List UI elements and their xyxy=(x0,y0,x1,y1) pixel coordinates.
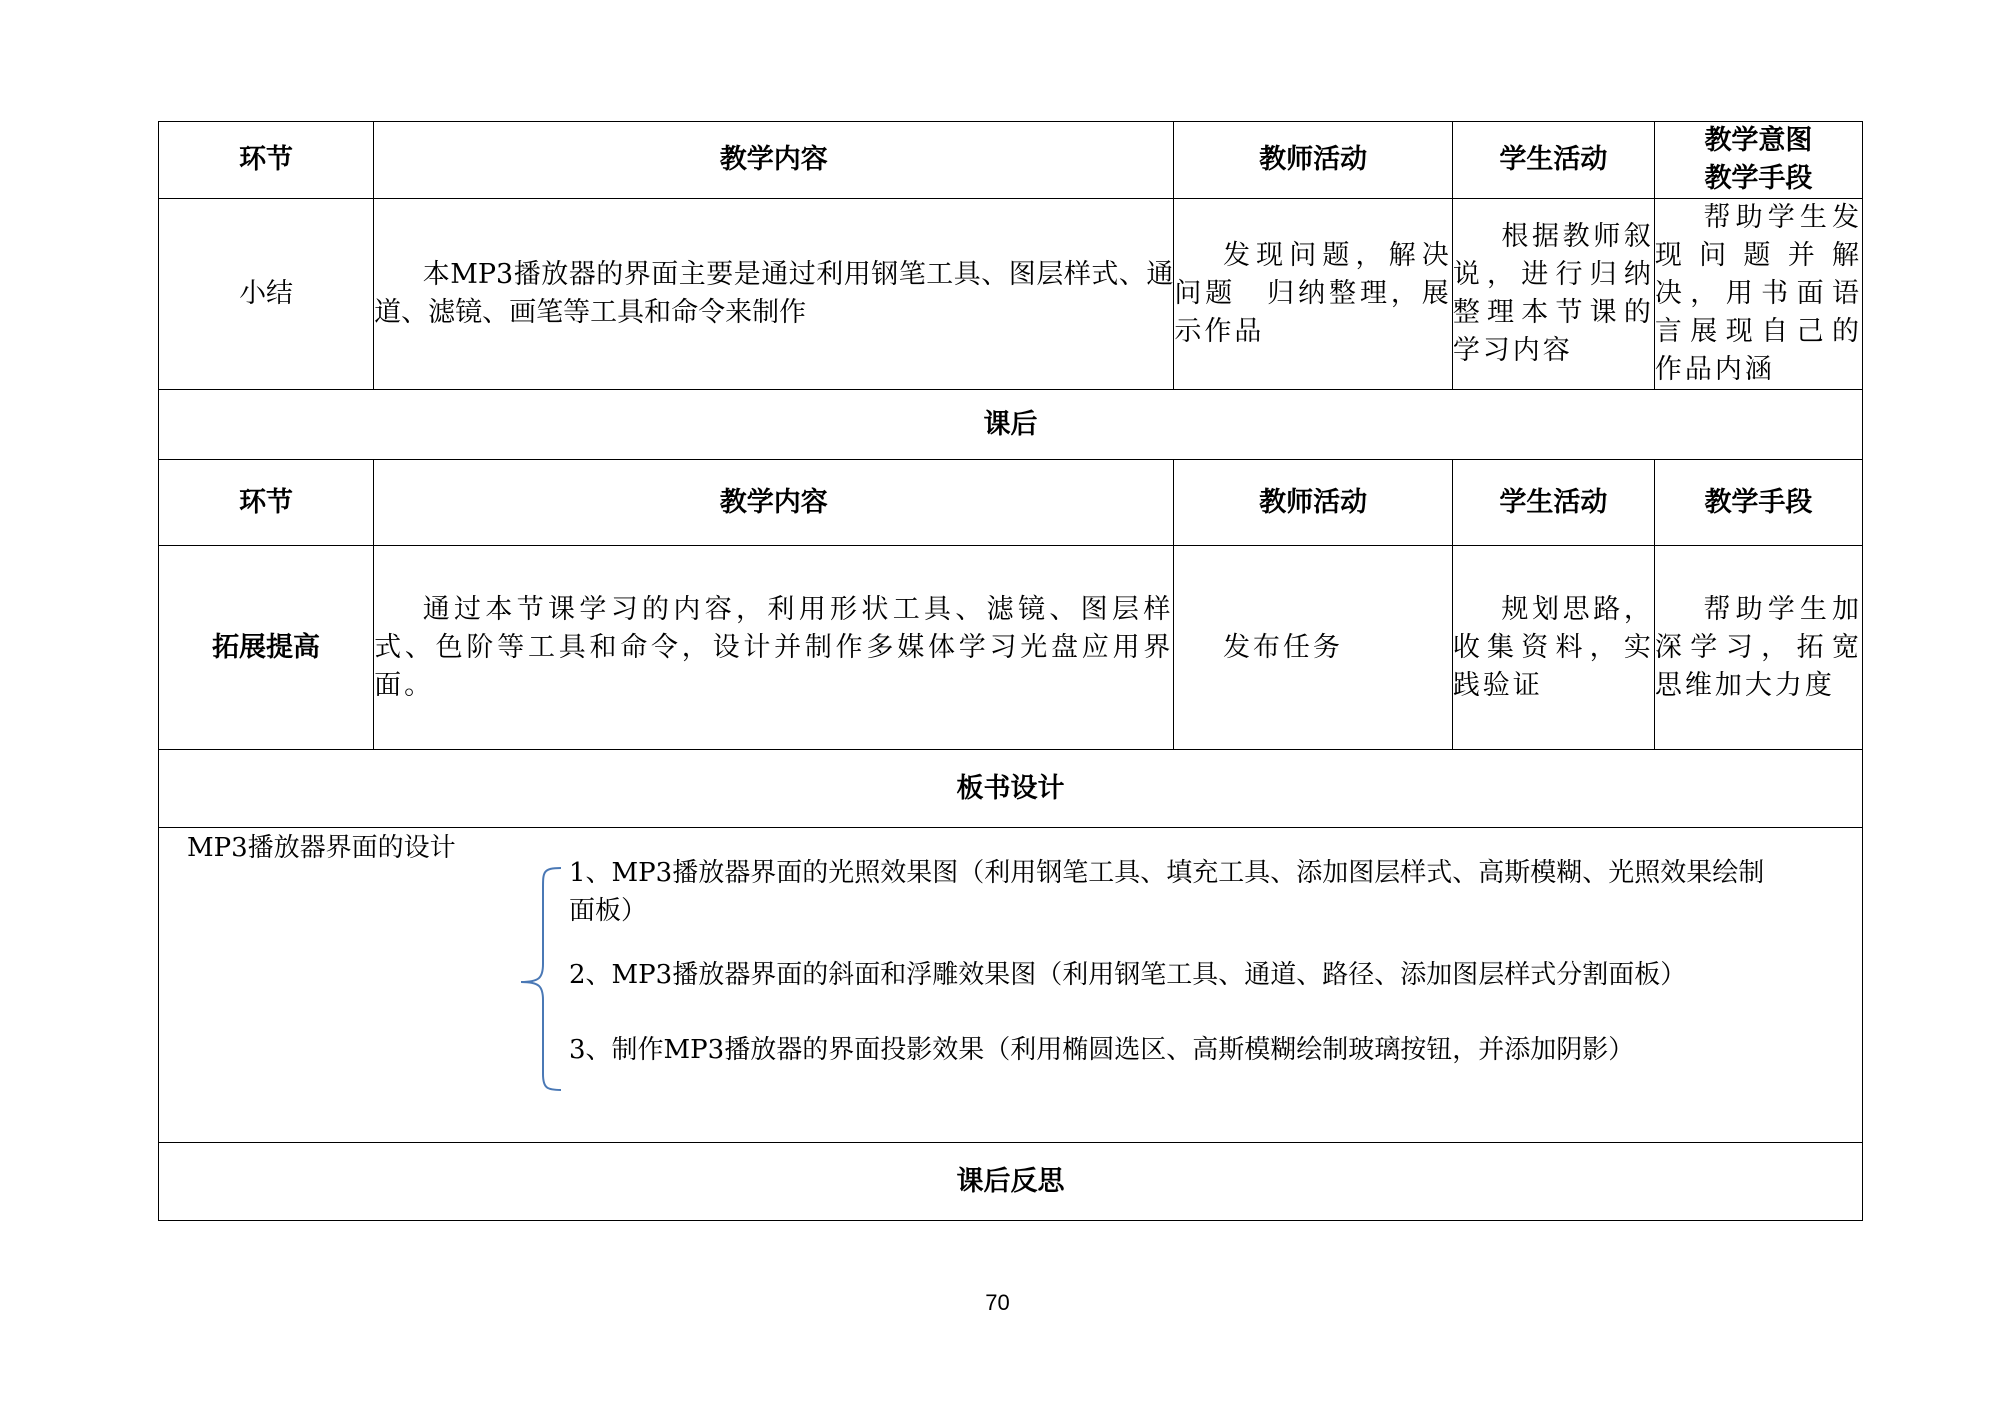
header-content: 教学内容 xyxy=(374,122,1174,199)
header-student-activity: 学生活动 xyxy=(1452,122,1654,199)
header-intent xyxy=(1654,122,1862,199)
summary-segment: 小结 xyxy=(159,199,374,390)
header-segment: 环节 xyxy=(159,122,374,199)
board-item-3: 3、制作MP3播放器的界面投影效果（利用椭圆选区、高斯模糊绘制玻璃按钮，并添加阴影） xyxy=(569,1035,1635,1065)
section-board-design: 板书设计 xyxy=(159,750,1863,828)
summary-intent: 帮助学生发现问题并解决，用书面语言展现自己的作品内涵 xyxy=(1654,199,1862,390)
header-intent-line1: 教学意图 xyxy=(1704,125,1813,156)
section-after-class: 课后 xyxy=(159,390,1863,460)
summary-row xyxy=(159,199,1863,390)
header2-segment: 环节 xyxy=(159,460,374,546)
after-class-row xyxy=(159,390,1863,460)
header-row xyxy=(159,122,1863,199)
summary-student-activity: 根据教师叙说，进行归纳整理本节课的学习内容 xyxy=(1452,199,1654,390)
header-teacher-activity: 教师活动 xyxy=(1174,122,1452,199)
lesson-plan-table xyxy=(158,121,1863,1221)
summary-content: 本MP3播放器的界面主要是通过利用钢笔工具、图层样式、通道、滤镜、画笔等工具和命令来制作 xyxy=(374,199,1174,390)
board-item-1: 1、MP3播放器界面的光照效果图（利用钢笔工具、填充工具、添加图层样式、高斯模糊、光照效果绘制面板） xyxy=(569,858,1765,926)
extension-segment: 拓展提高 xyxy=(159,546,374,750)
lesson-plan-sheet xyxy=(158,121,1863,1211)
header-row-2 xyxy=(159,460,1863,546)
header2-content: 教学内容 xyxy=(374,460,1174,546)
summary-teacher-activity: 发现问题，解决问题 归纳整理，展示作品 xyxy=(1174,199,1452,390)
extension-means: 帮助学生加深学习，拓宽思维加大力度 xyxy=(1654,546,1862,750)
extension-teacher-activity: 发布任务 xyxy=(1174,546,1452,750)
header2-teacher-activity: 教师活动 xyxy=(1174,460,1452,546)
board-design-title-row xyxy=(159,750,1863,828)
extension-row xyxy=(159,546,1863,750)
curly-brace-icon xyxy=(517,864,567,1094)
board-item-2: 2、MP3播放器界面的斜面和浮雕效果图（利用钢笔工具、通道、路径、添加图层样式分割面板） xyxy=(569,960,1687,990)
reflection-row xyxy=(159,1143,1863,1221)
board-design-cell xyxy=(159,828,1863,1143)
header2-student-activity: 学生活动 xyxy=(1452,460,1654,546)
page-number: 70 xyxy=(985,1290,1010,1315)
board-title: MP3播放器界面的设计 xyxy=(187,833,456,863)
header2-means: 教学手段 xyxy=(1654,460,1862,546)
extension-content: 通过本节课学习的内容，利用形状工具、滤镜、图层样式、色阶等工具和命令，设计并制作多媒体学习光盘应用界面。 xyxy=(374,546,1174,750)
board-design-row xyxy=(159,828,1863,1143)
extension-student-activity: 规划思路，收集资料，实践验证 xyxy=(1452,546,1654,750)
header-intent-line2: 教学手段 xyxy=(1704,163,1813,194)
section-reflection: 课后反思 xyxy=(159,1143,1863,1221)
